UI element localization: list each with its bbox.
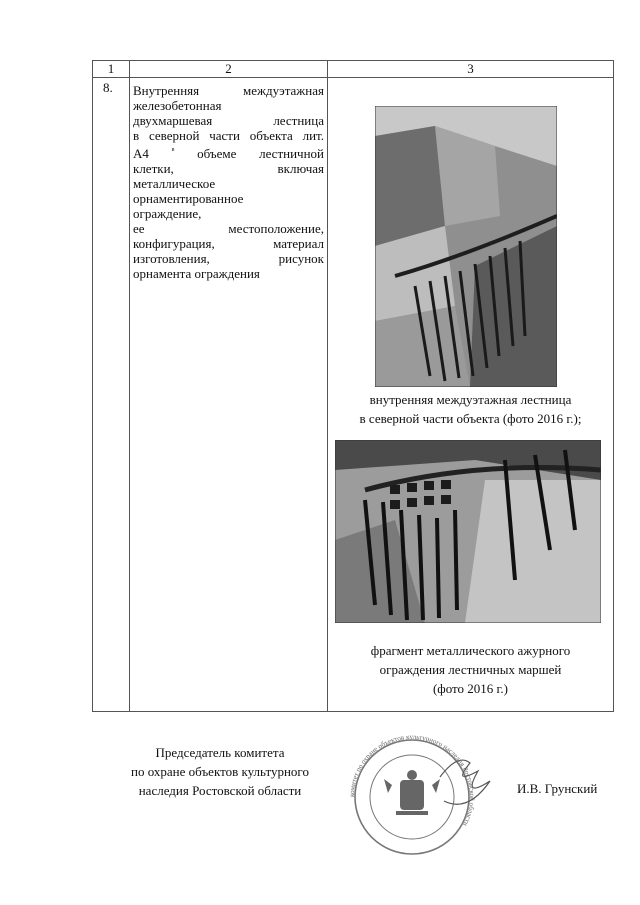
caption-line: фрагмент металлического ажурного [370,643,571,658]
row-description [130,78,328,712]
caption-line: внутренняя междуэтажная лестница [369,392,572,407]
description-line: ее местоположение, [133,221,324,236]
table-header-row [93,61,614,78]
description-line: ограждение, [133,206,202,221]
description-line: Внутренняя междуэтажная [133,83,324,98]
title-line: Председатель комитета [155,745,285,760]
description-line: изготовления, рисунок [133,251,324,266]
railing-photo [335,440,601,623]
caption-line: ограждения лестничных маршей [379,662,562,677]
superscript-text: в [171,147,175,153]
signature-block [0,735,640,885]
table-row [93,78,614,712]
staircase-photo [375,106,557,387]
official-seal-stamp [340,735,500,855]
seal-text: комитет по охране объектов культурного наследия Ростовской области [347,735,477,828]
caption-line: в северной части объекта (фото 2016 г.); [359,411,582,426]
objects-table [92,60,614,712]
signatory-name: И.В. Грунский [517,781,598,796]
description-line: в северной части объекта лит. [133,128,324,143]
caption-line: (фото 2016 г.) [432,681,509,696]
description-line: двухмаршевая лестница [133,113,324,128]
description-line: клетки, включая [133,161,324,176]
photo1-caption [328,390,613,428]
photo2-caption [328,641,613,698]
description-line: металлическое [133,176,216,191]
description-line: орнаментированное [133,191,244,206]
header-col-3: 3 [328,61,614,78]
title-line: по охране объектов культурного [131,764,309,779]
description-line: А4 $^в$ объеме лестничной [133,146,325,161]
photos-cell [328,78,614,712]
header-col-2: 2 [130,61,328,78]
description-line: орнамента ограждения [133,266,260,281]
header-col-1: 1 [93,61,130,78]
description-line: конфигурация, материал [133,236,324,251]
title-line: наследия Ростовской области [138,783,302,798]
row-number: 8. [93,78,130,712]
description-line: железобетонная [133,98,222,113]
signatory-title [105,743,335,800]
